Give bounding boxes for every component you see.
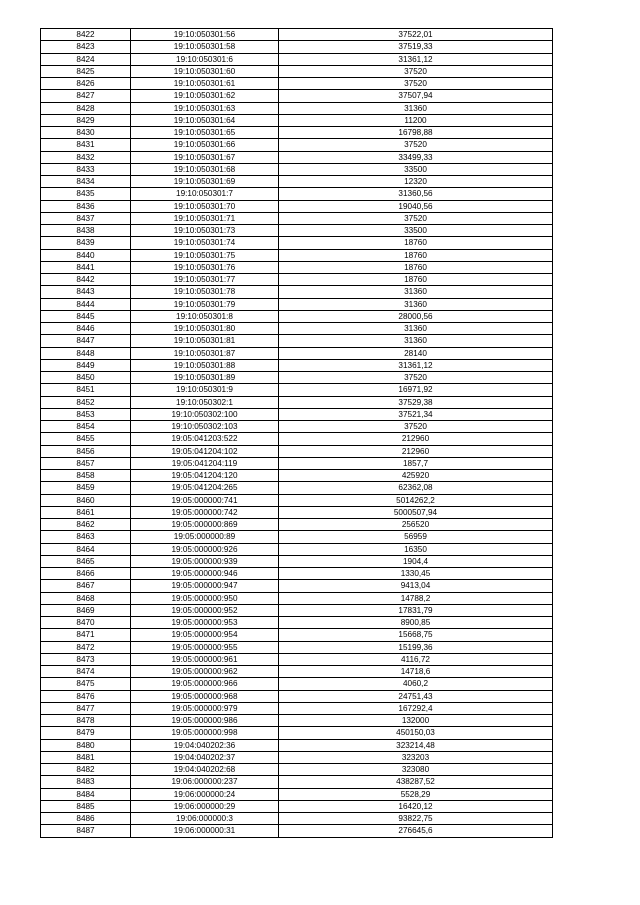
cadastral-number-cell: 19:10:050301:68 bbox=[131, 163, 279, 175]
value-cell: 212960 bbox=[279, 445, 553, 457]
cadastral-number-cell: 19:10:050301:63 bbox=[131, 102, 279, 114]
table-row bbox=[41, 604, 553, 616]
table-row bbox=[41, 445, 553, 457]
row-number-cell: 8476 bbox=[41, 690, 131, 702]
value-cell: 31361,12 bbox=[279, 53, 553, 65]
cadastral-number-cell: 19:05:000000:946 bbox=[131, 568, 279, 580]
cadastral-number-cell: 19:10:050301:81 bbox=[131, 335, 279, 347]
table-row bbox=[41, 715, 553, 727]
table-row bbox=[41, 359, 553, 371]
value-cell: 37520 bbox=[279, 139, 553, 151]
row-number-cell: 8480 bbox=[41, 739, 131, 751]
value-cell: 9413,04 bbox=[279, 580, 553, 592]
cadastral-number-cell: 19:04:040202:68 bbox=[131, 764, 279, 776]
value-cell: 93822,75 bbox=[279, 813, 553, 825]
cadastral-number-cell: 19:05:041204:119 bbox=[131, 457, 279, 469]
value-cell: 33500 bbox=[279, 163, 553, 175]
row-number-cell: 8456 bbox=[41, 445, 131, 457]
value-cell: 1904,4 bbox=[279, 555, 553, 567]
value-cell: 4116,72 bbox=[279, 653, 553, 665]
row-number-cell: 8479 bbox=[41, 727, 131, 739]
table-row bbox=[41, 764, 553, 776]
table-row bbox=[41, 617, 553, 629]
row-number-cell: 8457 bbox=[41, 457, 131, 469]
cadastral-number-cell: 19:10:050301:78 bbox=[131, 286, 279, 298]
table-body bbox=[41, 29, 553, 838]
value-cell: 18760 bbox=[279, 274, 553, 286]
table-row bbox=[41, 225, 553, 237]
row-number-cell: 8474 bbox=[41, 666, 131, 678]
cadastral-number-cell: 19:10:050301:74 bbox=[131, 237, 279, 249]
value-cell: 11200 bbox=[279, 114, 553, 126]
table-row bbox=[41, 310, 553, 322]
row-number-cell: 8463 bbox=[41, 531, 131, 543]
table-row bbox=[41, 641, 553, 653]
value-cell: 5000507,94 bbox=[279, 506, 553, 518]
cadastral-number-cell: 19:05:000000:89 bbox=[131, 531, 279, 543]
row-number-cell: 8472 bbox=[41, 641, 131, 653]
cadastral-number-cell: 19:05:000000:926 bbox=[131, 543, 279, 555]
value-cell: 28140 bbox=[279, 347, 553, 359]
table-row bbox=[41, 482, 553, 494]
cadastral-number-cell: 19:06:000000:29 bbox=[131, 800, 279, 812]
table-row bbox=[41, 347, 553, 359]
cadastral-number-cell: 19:10:050301:64 bbox=[131, 114, 279, 126]
value-cell: 450150,03 bbox=[279, 727, 553, 739]
row-number-cell: 8483 bbox=[41, 776, 131, 788]
row-number-cell: 8464 bbox=[41, 543, 131, 555]
table-row bbox=[41, 249, 553, 261]
cadastral-number-cell: 19:10:050301:77 bbox=[131, 274, 279, 286]
value-cell: 33499,33 bbox=[279, 151, 553, 163]
value-cell: 167292,4 bbox=[279, 702, 553, 714]
row-number-cell: 8485 bbox=[41, 800, 131, 812]
value-cell: 31361,12 bbox=[279, 359, 553, 371]
value-cell: 425920 bbox=[279, 470, 553, 482]
value-cell: 8900,85 bbox=[279, 617, 553, 629]
table-row bbox=[41, 29, 553, 41]
cadastral-number-cell: 19:10:050301:79 bbox=[131, 298, 279, 310]
value-cell: 14788,2 bbox=[279, 592, 553, 604]
value-cell: 15668,75 bbox=[279, 629, 553, 641]
table-row bbox=[41, 555, 553, 567]
cadastral-number-cell: 19:06:000000:24 bbox=[131, 788, 279, 800]
value-cell: 5014262,2 bbox=[279, 494, 553, 506]
value-cell: 31360 bbox=[279, 298, 553, 310]
cadastral-number-cell: 19:10:050301:9 bbox=[131, 384, 279, 396]
cadastral-number-cell: 19:10:050301:69 bbox=[131, 176, 279, 188]
row-number-cell: 8462 bbox=[41, 519, 131, 531]
table-row bbox=[41, 727, 553, 739]
value-cell: 5528,29 bbox=[279, 788, 553, 800]
row-number-cell: 8455 bbox=[41, 433, 131, 445]
value-cell: 31360 bbox=[279, 335, 553, 347]
value-cell: 37529,38 bbox=[279, 396, 553, 408]
cadastral-number-cell: 19:05:000000:950 bbox=[131, 592, 279, 604]
cadastral-number-cell: 19:10:050301:56 bbox=[131, 29, 279, 41]
row-number-cell: 8439 bbox=[41, 237, 131, 249]
data-table bbox=[40, 28, 553, 838]
row-number-cell: 8424 bbox=[41, 53, 131, 65]
cadastral-number-cell: 19:10:050301:60 bbox=[131, 65, 279, 77]
table-row bbox=[41, 592, 553, 604]
cadastral-number-cell: 19:05:000000:952 bbox=[131, 604, 279, 616]
row-number-cell: 8434 bbox=[41, 176, 131, 188]
row-number-cell: 8478 bbox=[41, 715, 131, 727]
table-row bbox=[41, 690, 553, 702]
row-number-cell: 8448 bbox=[41, 347, 131, 359]
table-row bbox=[41, 163, 553, 175]
table-row bbox=[41, 678, 553, 690]
table-row bbox=[41, 433, 553, 445]
table-row bbox=[41, 506, 553, 518]
cadastral-number-cell: 19:05:000000:869 bbox=[131, 519, 279, 531]
row-number-cell: 8450 bbox=[41, 372, 131, 384]
table-row bbox=[41, 127, 553, 139]
row-number-cell: 8470 bbox=[41, 617, 131, 629]
table-row bbox=[41, 200, 553, 212]
cadastral-number-cell: 19:10:050301:80 bbox=[131, 323, 279, 335]
row-number-cell: 8422 bbox=[41, 29, 131, 41]
table-row bbox=[41, 212, 553, 224]
cadastral-number-cell: 19:05:041204:265 bbox=[131, 482, 279, 494]
value-cell: 16350 bbox=[279, 543, 553, 555]
value-cell: 31360,56 bbox=[279, 188, 553, 200]
row-number-cell: 8446 bbox=[41, 323, 131, 335]
value-cell: 16420,12 bbox=[279, 800, 553, 812]
value-cell: 37521,34 bbox=[279, 408, 553, 420]
cadastral-number-cell: 19:10:050301:7 bbox=[131, 188, 279, 200]
cadastral-number-cell: 19:10:050302:103 bbox=[131, 421, 279, 433]
table-row bbox=[41, 176, 553, 188]
cadastral-number-cell: 19:10:050302:100 bbox=[131, 408, 279, 420]
value-cell: 1330,45 bbox=[279, 568, 553, 580]
cadastral-number-cell: 19:05:000000:955 bbox=[131, 641, 279, 653]
value-cell: 33500 bbox=[279, 225, 553, 237]
row-number-cell: 8428 bbox=[41, 102, 131, 114]
table-row bbox=[41, 800, 553, 812]
row-number-cell: 8442 bbox=[41, 274, 131, 286]
row-number-cell: 8432 bbox=[41, 151, 131, 163]
table-row bbox=[41, 825, 553, 837]
value-cell: 12320 bbox=[279, 176, 553, 188]
value-cell: 37520 bbox=[279, 212, 553, 224]
row-number-cell: 8453 bbox=[41, 408, 131, 420]
table-row bbox=[41, 531, 553, 543]
table-row bbox=[41, 543, 553, 555]
cadastral-number-cell: 19:10:050301:8 bbox=[131, 310, 279, 322]
row-number-cell: 8423 bbox=[41, 41, 131, 53]
value-cell: 276645,6 bbox=[279, 825, 553, 837]
value-cell: 62362,08 bbox=[279, 482, 553, 494]
value-cell: 16798,88 bbox=[279, 127, 553, 139]
value-cell: 323080 bbox=[279, 764, 553, 776]
cadastral-number-cell: 19:05:000000:741 bbox=[131, 494, 279, 506]
cadastral-number-cell: 19:06:000000:237 bbox=[131, 776, 279, 788]
row-number-cell: 8471 bbox=[41, 629, 131, 641]
table-row bbox=[41, 90, 553, 102]
row-number-cell: 8431 bbox=[41, 139, 131, 151]
table-row bbox=[41, 139, 553, 151]
row-number-cell: 8443 bbox=[41, 286, 131, 298]
table-row bbox=[41, 78, 553, 90]
table-row bbox=[41, 457, 553, 469]
cadastral-number-cell: 19:10:050301:87 bbox=[131, 347, 279, 359]
table-row bbox=[41, 702, 553, 714]
cadastral-number-cell: 19:05:000000:939 bbox=[131, 555, 279, 567]
row-number-cell: 8437 bbox=[41, 212, 131, 224]
table-row bbox=[41, 494, 553, 506]
cadastral-number-cell: 19:10:050301:65 bbox=[131, 127, 279, 139]
row-number-cell: 8447 bbox=[41, 335, 131, 347]
value-cell: 19040,56 bbox=[279, 200, 553, 212]
table-row bbox=[41, 323, 553, 335]
value-cell: 256520 bbox=[279, 519, 553, 531]
row-number-cell: 8438 bbox=[41, 225, 131, 237]
row-number-cell: 8451 bbox=[41, 384, 131, 396]
cadastral-number-cell: 19:05:000000:954 bbox=[131, 629, 279, 641]
value-cell: 56959 bbox=[279, 531, 553, 543]
value-cell: 31360 bbox=[279, 286, 553, 298]
cadastral-number-cell: 19:10:050301:75 bbox=[131, 249, 279, 261]
cadastral-number-cell: 19:10:050301:66 bbox=[131, 139, 279, 151]
row-number-cell: 8459 bbox=[41, 482, 131, 494]
table-row bbox=[41, 580, 553, 592]
row-number-cell: 8468 bbox=[41, 592, 131, 604]
table-row bbox=[41, 396, 553, 408]
value-cell: 31360 bbox=[279, 323, 553, 335]
cadastral-number-cell: 19:10:050301:76 bbox=[131, 261, 279, 273]
value-cell: 31360 bbox=[279, 102, 553, 114]
table-row bbox=[41, 114, 553, 126]
value-cell: 16971,92 bbox=[279, 384, 553, 396]
table-row bbox=[41, 41, 553, 53]
table-row bbox=[41, 568, 553, 580]
cadastral-number-cell: 19:10:050302:1 bbox=[131, 396, 279, 408]
row-number-cell: 8477 bbox=[41, 702, 131, 714]
cadastral-number-cell: 19:05:000000:986 bbox=[131, 715, 279, 727]
table-row bbox=[41, 666, 553, 678]
value-cell: 24751,43 bbox=[279, 690, 553, 702]
table-row bbox=[41, 421, 553, 433]
row-number-cell: 8427 bbox=[41, 90, 131, 102]
cadastral-number-cell: 19:05:000000:947 bbox=[131, 580, 279, 592]
row-number-cell: 8444 bbox=[41, 298, 131, 310]
value-cell: 14718,6 bbox=[279, 666, 553, 678]
row-number-cell: 8481 bbox=[41, 751, 131, 763]
table-row bbox=[41, 335, 553, 347]
table-row bbox=[41, 751, 553, 763]
value-cell: 4060,2 bbox=[279, 678, 553, 690]
row-number-cell: 8433 bbox=[41, 163, 131, 175]
cadastral-number-cell: 19:10:050301:67 bbox=[131, 151, 279, 163]
value-cell: 18760 bbox=[279, 261, 553, 273]
row-number-cell: 8467 bbox=[41, 580, 131, 592]
cadastral-number-cell: 19:05:041204:102 bbox=[131, 445, 279, 457]
table-row bbox=[41, 653, 553, 665]
cadastral-number-cell: 19:05:000000:742 bbox=[131, 506, 279, 518]
cadastral-number-cell: 19:10:050301:70 bbox=[131, 200, 279, 212]
table-row bbox=[41, 372, 553, 384]
value-cell: 37520 bbox=[279, 372, 553, 384]
cadastral-number-cell: 19:06:000000:31 bbox=[131, 825, 279, 837]
cadastral-number-cell: 19:05:041204:120 bbox=[131, 470, 279, 482]
row-number-cell: 8458 bbox=[41, 470, 131, 482]
table-row bbox=[41, 813, 553, 825]
row-number-cell: 8460 bbox=[41, 494, 131, 506]
value-cell: 37520 bbox=[279, 65, 553, 77]
table-row bbox=[41, 776, 553, 788]
cadastral-number-cell: 19:10:050301:6 bbox=[131, 53, 279, 65]
row-number-cell: 8429 bbox=[41, 114, 131, 126]
cadastral-number-cell: 19:05:000000:962 bbox=[131, 666, 279, 678]
value-cell: 323203 bbox=[279, 751, 553, 763]
cadastral-number-cell: 19:05:000000:961 bbox=[131, 653, 279, 665]
row-number-cell: 8435 bbox=[41, 188, 131, 200]
value-cell: 37520 bbox=[279, 421, 553, 433]
row-number-cell: 8487 bbox=[41, 825, 131, 837]
cadastral-number-cell: 19:10:050301:71 bbox=[131, 212, 279, 224]
table-row bbox=[41, 261, 553, 273]
row-number-cell: 8466 bbox=[41, 568, 131, 580]
cadastral-number-cell: 19:05:000000:968 bbox=[131, 690, 279, 702]
row-number-cell: 8484 bbox=[41, 788, 131, 800]
row-number-cell: 8440 bbox=[41, 249, 131, 261]
table-row bbox=[41, 788, 553, 800]
value-cell: 1857,7 bbox=[279, 457, 553, 469]
cadastral-number-cell: 19:05:000000:979 bbox=[131, 702, 279, 714]
value-cell: 37522,01 bbox=[279, 29, 553, 41]
row-number-cell: 8430 bbox=[41, 127, 131, 139]
table-row bbox=[41, 629, 553, 641]
value-cell: 18760 bbox=[279, 249, 553, 261]
table-row bbox=[41, 519, 553, 531]
row-number-cell: 8473 bbox=[41, 653, 131, 665]
table-row bbox=[41, 739, 553, 751]
table-row bbox=[41, 384, 553, 396]
row-number-cell: 8482 bbox=[41, 764, 131, 776]
table-row bbox=[41, 65, 553, 77]
value-cell: 37520 bbox=[279, 78, 553, 90]
table-row bbox=[41, 237, 553, 249]
row-number-cell: 8452 bbox=[41, 396, 131, 408]
table-row bbox=[41, 274, 553, 286]
cadastral-number-cell: 19:10:050301:61 bbox=[131, 78, 279, 90]
value-cell: 132000 bbox=[279, 715, 553, 727]
cadastral-number-cell: 19:04:040202:37 bbox=[131, 751, 279, 763]
cadastral-number-cell: 19:05:000000:966 bbox=[131, 678, 279, 690]
table-row bbox=[41, 286, 553, 298]
value-cell: 17831,79 bbox=[279, 604, 553, 616]
table-row bbox=[41, 102, 553, 114]
cadastral-number-cell: 19:05:000000:998 bbox=[131, 727, 279, 739]
row-number-cell: 8475 bbox=[41, 678, 131, 690]
row-number-cell: 8425 bbox=[41, 65, 131, 77]
row-number-cell: 8445 bbox=[41, 310, 131, 322]
value-cell: 212960 bbox=[279, 433, 553, 445]
value-cell: 323214,48 bbox=[279, 739, 553, 751]
value-cell: 28000,56 bbox=[279, 310, 553, 322]
row-number-cell: 8461 bbox=[41, 506, 131, 518]
cadastral-number-cell: 19:10:050301:62 bbox=[131, 90, 279, 102]
table-row bbox=[41, 53, 553, 65]
table-row bbox=[41, 408, 553, 420]
cadastral-number-cell: 19:10:050301:89 bbox=[131, 372, 279, 384]
value-cell: 37507,94 bbox=[279, 90, 553, 102]
value-cell: 15199,36 bbox=[279, 641, 553, 653]
cadastral-number-cell: 19:10:050301:58 bbox=[131, 41, 279, 53]
value-cell: 37519,33 bbox=[279, 41, 553, 53]
table-row bbox=[41, 151, 553, 163]
row-number-cell: 8486 bbox=[41, 813, 131, 825]
table-row bbox=[41, 298, 553, 310]
row-number-cell: 8436 bbox=[41, 200, 131, 212]
cadastral-number-cell: 19:06:000000:3 bbox=[131, 813, 279, 825]
cadastral-number-cell: 19:04:040202:36 bbox=[131, 739, 279, 751]
table-row bbox=[41, 188, 553, 200]
row-number-cell: 8449 bbox=[41, 359, 131, 371]
row-number-cell: 8469 bbox=[41, 604, 131, 616]
cadastral-number-cell: 19:10:050301:88 bbox=[131, 359, 279, 371]
cadastral-number-cell: 19:05:041203:522 bbox=[131, 433, 279, 445]
row-number-cell: 8465 bbox=[41, 555, 131, 567]
value-cell: 18760 bbox=[279, 237, 553, 249]
row-number-cell: 8426 bbox=[41, 78, 131, 90]
cadastral-number-cell: 19:10:050301:73 bbox=[131, 225, 279, 237]
table-row bbox=[41, 470, 553, 482]
row-number-cell: 8454 bbox=[41, 421, 131, 433]
row-number-cell: 8441 bbox=[41, 261, 131, 273]
value-cell: 438287,52 bbox=[279, 776, 553, 788]
cadastral-number-cell: 19:05:000000:953 bbox=[131, 617, 279, 629]
